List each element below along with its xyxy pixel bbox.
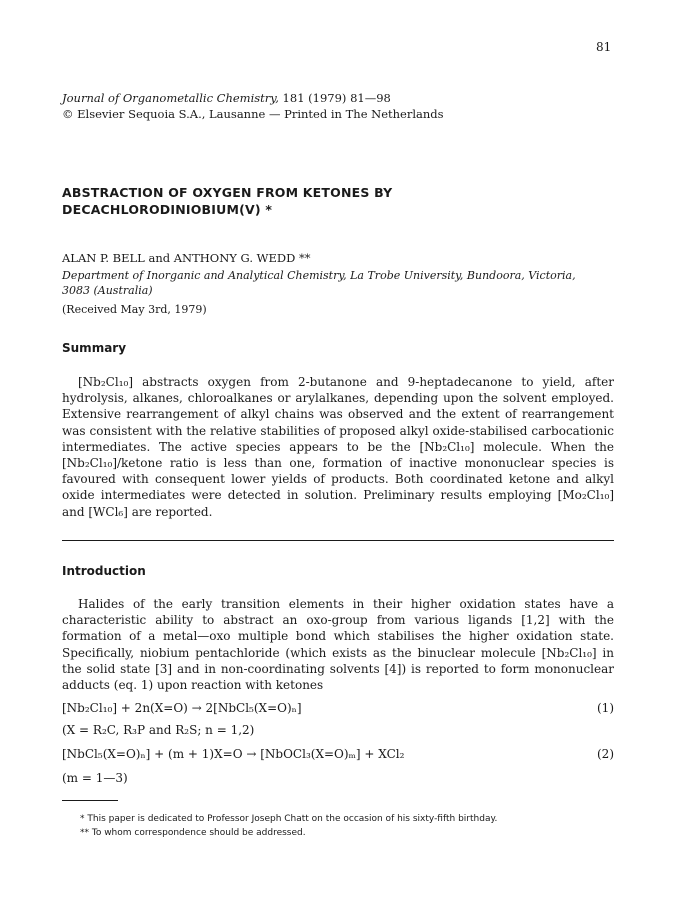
authors: ALAN P. BELL and ANTHONY G. WEDD ** <box>62 251 311 265</box>
introduction-text: Halides of the early transition elements in their higher oxidation states have a characteristic ability to abstract an oxo-group from various ligands [1,2] with the formation of a metal—oxo multiple bond which stabilises the higher oxidation state. Specifically, niobium pentachloride (which exists as the binuclear molecule [Nb₂Cl₁₀] in the solid state [3] and in non-coordinating solvents [4]) is reported to form mononuclear adducts (eq. 1) upon reaction with ketones <box>62 597 614 693</box>
footnote-2: ** To whom correspondence should be addressed. <box>80 828 306 838</box>
equation-1-number: (1) <box>597 701 614 715</box>
publisher-line: © Elsevier Sequoia S.A., Lausanne — Printed in The Netherlands <box>62 107 444 121</box>
equation-2 <box>62 746 614 762</box>
journal-citation-line <box>62 90 622 106</box>
equation-1-expression: [Nb₂Cl₁₀] + 2n(X=O) → 2[NbCl₅(X=O)ₙ] <box>62 701 302 715</box>
affiliation-line-2: 3083 (Australia) <box>62 284 153 297</box>
introduction-heading: Introduction <box>62 564 146 578</box>
affiliation-line-1: Department of Inorganic and Analytical Chemistry, La Trobe University, Bundoora, Victoria, <box>62 269 576 282</box>
footnote-1: * This paper is dedicated to Professor Joseph Chatt on the occasion of his sixty-fifth birthday. <box>80 814 498 824</box>
equation-2-condition: (m = 1—3) <box>62 771 128 785</box>
summary-heading: Summary <box>62 341 127 355</box>
footnote-divider <box>62 800 118 801</box>
page-number: 81 <box>596 40 612 54</box>
received-date: (Received May 3rd, 1979) <box>62 303 207 316</box>
journal-header <box>62 90 622 122</box>
equation-2-number: (2) <box>597 747 614 761</box>
equation-1 <box>62 700 614 716</box>
title-line-1: ABSTRACTION OF OXYGEN FROM KETONES BY <box>62 185 393 200</box>
journal-citation: 181 (1979) 81—98 <box>278 91 391 105</box>
equation-1-condition: (X = R₂C, R₃P and R₂S; n = 1,2) <box>62 723 255 737</box>
section-divider <box>62 540 614 541</box>
equation-2-expression: [NbCl₅(X=O)ₙ] + (m + 1)X=O → [NbOCl₃(X=O)ₘ] + XCl₂ <box>62 747 405 761</box>
summary-text: [Nb₂Cl₁₀] abstracts oxygen from 2-butanone and 9-heptadecanone to yield, after hydrolysis, alkanes, chloroalkanes or arylalkanes, depending upon the solvent employed. Extensive rearrangement of alkyl chains was observed and the extent of rearrangement was consistent with the relative stabilities of proposed alkyl oxide-stabilised carbocationic intermediates. The active species appears to be the [Nb₂Cl₁₀] molecule. When the [Nb₂Cl₁₀]/ketone ratio is less than one, formation of inactive mononuclear species is favoured with consequent lower yields of products. Both coordinated ketone and alkyl oxide intermediates were detected in solution. Preliminary results employing [Mo₂Cl₁₀] and [WCl₆] are reported. <box>62 375 614 519</box>
paper-title <box>62 184 622 218</box>
title-line-2: DECACHLORODINIOBIUM(V) * <box>62 202 273 217</box>
affiliation <box>62 268 632 298</box>
journal-name: Journal of Organometallic Chemistry, <box>62 91 279 105</box>
footnotes <box>80 812 620 840</box>
